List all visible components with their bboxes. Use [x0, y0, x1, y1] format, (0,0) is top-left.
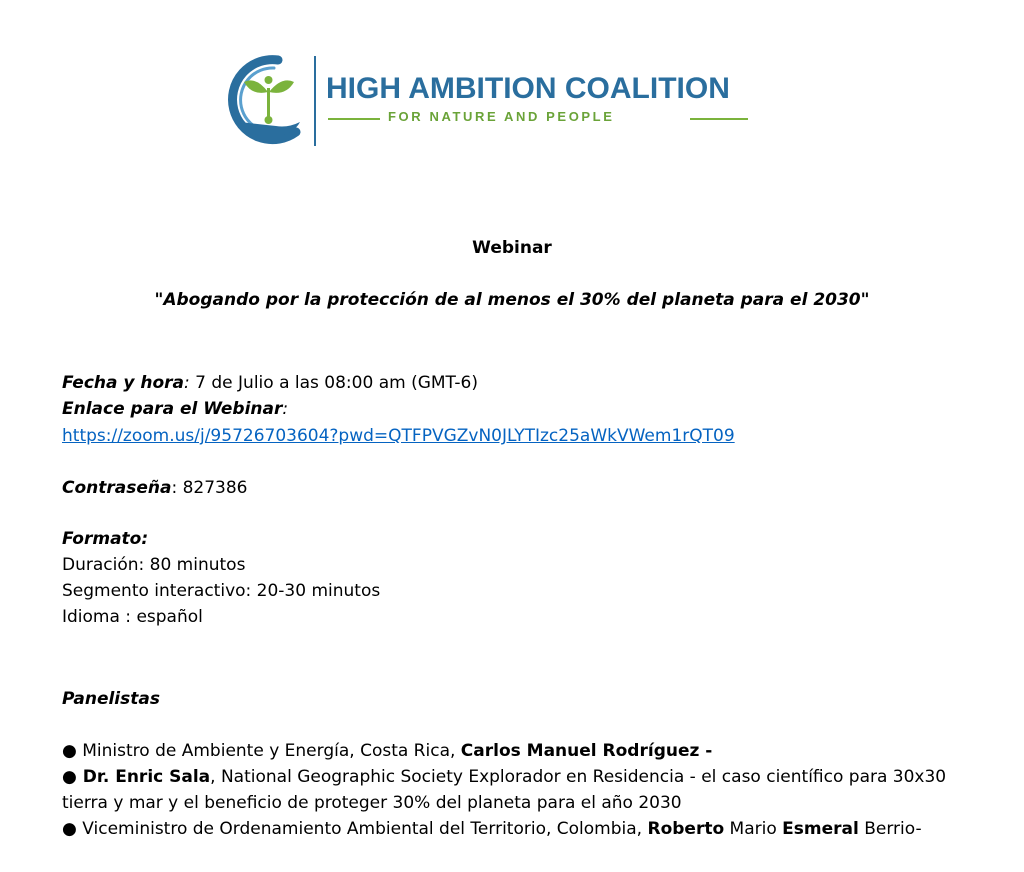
- panelist-item: [62, 816, 922, 842]
- format-language: Idioma : español: [62, 607, 203, 627]
- panelist-name: Roberto: [647, 819, 725, 839]
- password-value: : 827386: [171, 478, 248, 498]
- panelist-text: Viceministro de Ordenamiento Ambiental del Territorio, Colombia,: [82, 819, 648, 839]
- bullet: ●: [62, 767, 83, 787]
- panelist-item-continued: tierra y mar y el beneficio de proteger 30% del planeta para el año 2030: [62, 793, 682, 813]
- link-label-line: [62, 396, 288, 422]
- webinar-heading: Webinar: [472, 238, 552, 258]
- panelist-text: Berrio-: [858, 819, 922, 839]
- panelist-name: Carlos Manuel Rodríguez -: [460, 741, 713, 761]
- logo-subtitle-row: [326, 109, 756, 129]
- sprout-hand-emblem-icon: [226, 52, 306, 152]
- link-colon: :: [282, 399, 289, 419]
- bullet: ●: [62, 741, 83, 761]
- password-label: Contraseña: [62, 478, 172, 498]
- panelist-text: , National Geographic Society Explorador en Residencia - el caso científico para 30x30: [210, 767, 947, 787]
- link-label: Enlace para el Webinar: [62, 399, 283, 419]
- format-interactive: Segmento interactivo: 20-30 minutos: [62, 581, 381, 601]
- panelist-text: Ministro de Ambiente y Energía, Costa Rica,: [82, 741, 461, 761]
- logo-rule-left: [328, 118, 380, 120]
- panel-label: Panelistas: [62, 689, 160, 709]
- date-value: 7 de Julio a las 08:00 am (GMT-6): [189, 373, 478, 393]
- date-colon: :: [184, 373, 190, 393]
- logo-divider: [314, 56, 316, 146]
- password-line: [62, 475, 248, 501]
- panelist-item: [62, 764, 946, 790]
- logo-title: HIGH AMBITION COALITION: [326, 72, 730, 105]
- logo-rule-right: [690, 118, 748, 120]
- bullet: ●: [62, 819, 83, 839]
- panelist-text: Mario: [724, 819, 783, 839]
- date-label: Fecha y hora: [62, 373, 185, 393]
- panelist-name: Esmeral: [782, 819, 859, 839]
- panelist-name: Dr. Enric Sala: [82, 767, 211, 787]
- zoom-link-line: [62, 423, 735, 449]
- panelist-item: [62, 738, 712, 764]
- webinar-title-quote: "Abogando por la protección de al menos el 30% del planeta para el 2030": [154, 290, 870, 310]
- zoom-link[interactable]: https://zoom.us/j/95726703604?pwd=QTFPVGZvN0JLYTIzc25aWkVWem1rQT09: [62, 426, 735, 446]
- format-duration: Duración: 80 minutos: [62, 555, 246, 575]
- format-label: Formato:: [62, 529, 149, 549]
- date-line: [62, 370, 478, 396]
- hac-logo: [226, 52, 766, 152]
- logo-subtitle: FOR NATURE AND PEOPLE: [388, 109, 615, 124]
